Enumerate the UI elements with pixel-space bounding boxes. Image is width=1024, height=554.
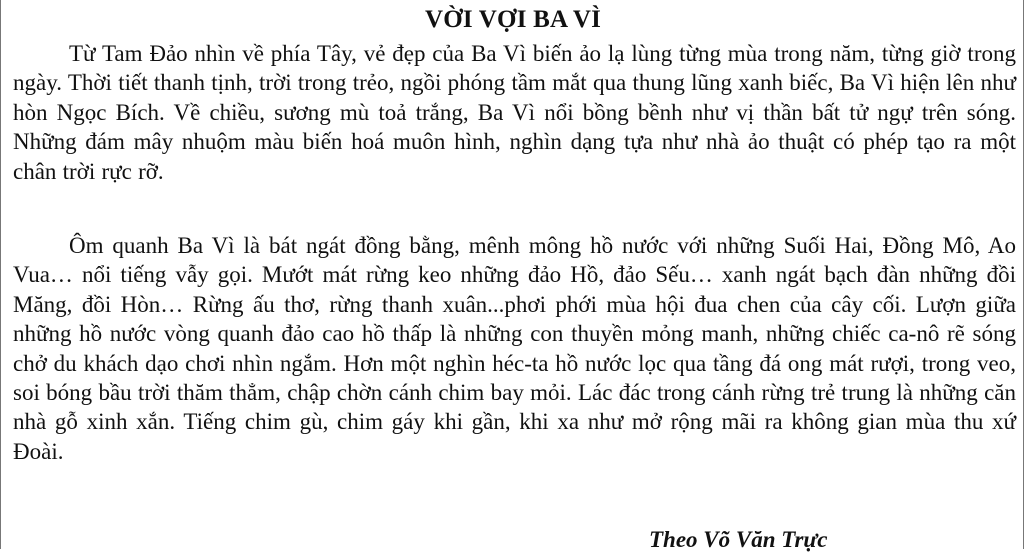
paragraph-2: Ôm quanh Ba Vì là bát ngát đồng bằng, mênh mông hồ nước với những Suối Hai, Đồng Mô, Ao Vua… nổi tiếng vẫy gọi. Mướt mát rừng keo những đảo Hồ, đảo Sếu… xanh ngát bạch đàn những đồi Măng, đồi Hòn… Rừng ấu thơ, rừng thanh xuân...phơi phới mùa hội đua chen của cây cối. Lượn giữa những hồ nước vòng quanh đảo cao hồ thấp là những con thuyền mỏng manh, những chiếc ca-nô rẽ sóng chở du khách dạo chơi nhìn ngắm. Hơn một nghìn héc-ta hồ nước lọc qua tầng đá ong mát rượi, trong veo, soi bóng bầu trời thăm thẳm, chập chờn cánh chim bay mỏi. Lác đác trong cánh rừng trẻ trung là những căn nhà gỗ xinh xắn. Tiếng chim gù, chim gáy khi gần, khi xa như mở rộng mãi ra không gian mùa thu xứ Đoài. [13, 233, 1016, 464]
paragraph-1: Từ Tam Đảo nhìn về phía Tây, vẻ đẹp của Ba Vì biến ảo lạ lùng từng mùa trong năm, từng giờ trong ngày. Thời tiết thanh tịnh, trời trong trẻo, ngồi phóng tầm mắt qua thung lũng xanh biếc, Ba Vì hiện lên như hòn Ngọc Bích. Về chiều, sương mù toả trắng, Ba Vì nổi bồng bềnh như vị thần bất tử ngự trên sóng. Những đám mây nhuộm màu biến hoá muôn hình, nghìn dạng tựa như nhà ảo thuật có phép tạo ra một chân trời rực rỡ. [13, 41, 1016, 184]
author-byline: Theo Võ Văn Trực [649, 527, 828, 552]
document-title: VỜI VỢI BA VÌ [424, 6, 602, 33]
